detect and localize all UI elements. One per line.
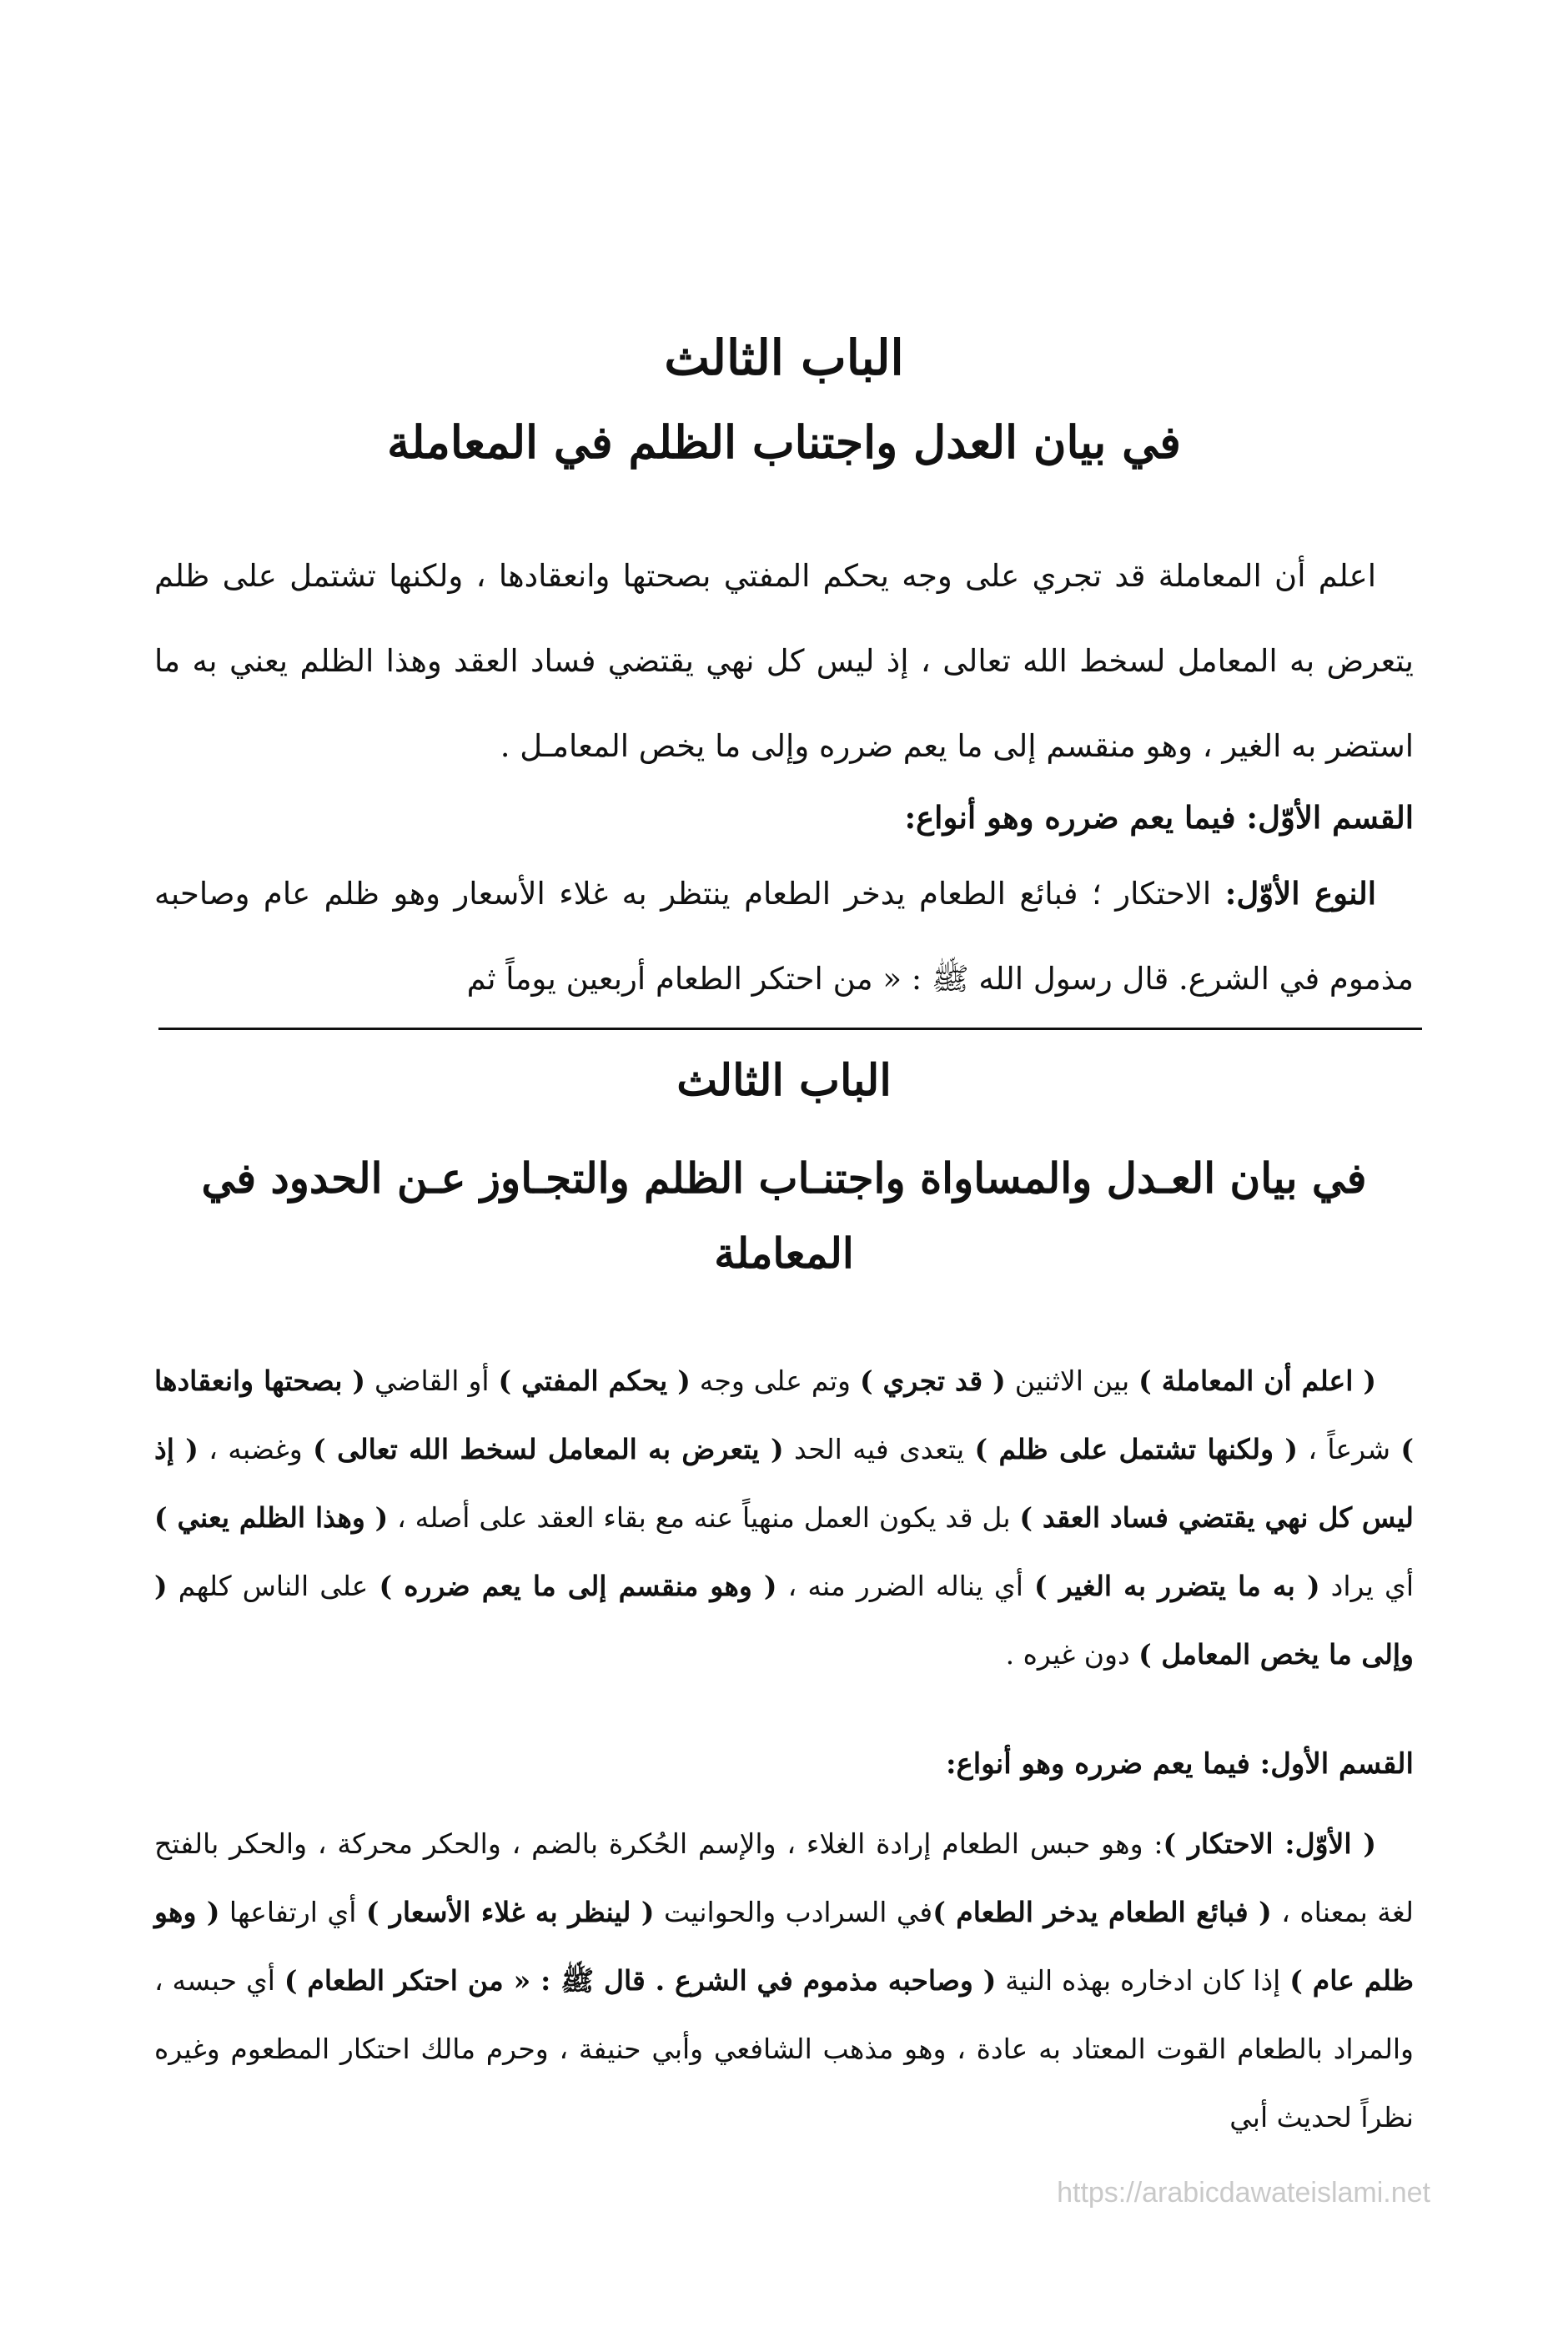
quoted-matn: ( وإلى ما يخص المعامل ): [154, 1570, 1414, 1671]
quoted-matn: ( وهو ظلم عام ): [154, 1896, 1415, 1997]
commentary: أي ارتفاعها: [219, 1896, 366, 1928]
chapter-subtitle: في بيان العدل واجتناب الظلم في المعاملة: [387, 415, 1181, 469]
commentary: على الناس كلهم: [167, 1570, 379, 1602]
quoted-matn: ( يتعرض به المعامل لسخط الله تعالى ): [313, 1433, 784, 1465]
quoted-matn: ( إذ ليس كل نهي يقتضي فساد العقد ): [154, 1433, 1414, 1534]
quoted-matn: ( وهذا الظلم يعني ): [154, 1501, 389, 1534]
chapter-title: الباب الثالث: [664, 329, 904, 386]
commentary: أو القاضي: [365, 1365, 499, 1397]
section-heading: القسم الأوّل: فيما يعم ضرره وهو أنواع:: [904, 799, 1414, 836]
commentary: إذا كان ادخاره بهذه النية: [996, 1964, 1290, 1997]
sharh-chapter-subtitle: في بيان العـدل والمساواة واجتنـاب الظلم والتجـاوز عـن الحدود في المعاملة: [201, 1153, 1367, 1278]
type1-paragraph: [154, 851, 1414, 1022]
quoted-matn: ( به ما يتضرر به الغير ): [1034, 1570, 1320, 1602]
intro-paragraph: اعلم أن المعاملة قد تجري على وجه يحكم المفتي بصحتها وانعقادها ، ولكنها تشتمل على ظلم يتعرض به المعامل لسخط الله تعالى ، إذ ليس كل نهي يقتضي فساد العقد وهذا الظلم يعني به ما استضر به الغير ، وهو منقسم إلى ما يعم ضرره وإلى ما يخص المعامـل .: [154, 558, 1414, 764]
sharh-section-heading: القسم الأول: فيما يعم ضرره وهو أنواع:: [945, 1747, 1414, 1781]
type-text: الاحتكار ؛ فبائع الطعام يدخر الطعام ينتظر به غلاء الأسعار وهو ظلم عام وصاحبه مذموم في الشرع. قال رسول الله ﷺ : « من احتكر الطعام أربعين يوماً ثم: [154, 876, 1414, 997]
commentary: وغضبه ،: [198, 1433, 314, 1465]
commentary: أي يناله الضرر منه ،: [776, 1570, 1035, 1602]
commentary: يتعدى فيه الحد: [783, 1433, 975, 1465]
quoted-matn: ( الأوّل: الاحتكار ): [1163, 1827, 1376, 1860]
commentary: بل قد يكون العمل منهياً عنه مع بقاء العقد على أصله ،: [388, 1501, 1020, 1534]
type-label: النوع الأوّل:: [1224, 875, 1377, 912]
sharh-chapter-title: الباب الثالث: [676, 1055, 892, 1106]
quoted-matn: ( بصحتها وانعقادها ): [154, 1365, 1414, 1465]
commentary: شرعاً ،: [1297, 1433, 1401, 1465]
sharh-paragraph-1: [154, 1347, 1414, 1689]
commentary: وتم على وجه: [690, 1365, 860, 1397]
quoted-matn: ( قد تجري ): [859, 1365, 1006, 1397]
commentary: في السرادب والحوانيت: [654, 1896, 933, 1928]
quoted-matn: ( وهو منقسم إلى ما يعم ضرره ): [379, 1570, 777, 1602]
commentary: أي حبسه ، والمراد بالطعام القوت المعتاد به عادة ، وهو مذهب الشافعي وأبي حنيفة ، وحرم مالك احتكار المطعوم وغيره نظراً لحديث أبي: [154, 1964, 1414, 2133]
quoted-matn: ( لينظر به غلاء الأسعار ): [365, 1896, 655, 1928]
quoted-matn: ( يحكم المفتي ): [498, 1365, 691, 1397]
quoted-matn: ( اعلم أن المعاملة ): [1138, 1365, 1376, 1397]
commentary: دون غيره .: [1005, 1638, 1139, 1671]
quoted-matn: ( فبائع الطعام يدخر الطعام ): [932, 1896, 1272, 1928]
commentary: : وهو حبس الطعام إرادة الغلاء ، والإسم الحُكرة بالضم ، والحكر محركة ، والحكر بالفتح لغة بمعناه ،: [154, 1827, 1414, 1928]
commentary: أي يراد: [1319, 1570, 1415, 1602]
quoted-matn: ( ولكنها تشتمل على ظلم ): [974, 1433, 1298, 1465]
commentary: بين الاثنين: [1005, 1365, 1139, 1397]
quoted-matn: ( وصاحبه مذموم في الشرع . قال ﷺ : « من احتكر الطعام ): [284, 1964, 997, 1997]
sharh-paragraph-2: [154, 1810, 1414, 2152]
watermark-url: https://arabicdawateislami.net: [1057, 2177, 1430, 2209]
divider: [158, 1028, 1422, 1030]
